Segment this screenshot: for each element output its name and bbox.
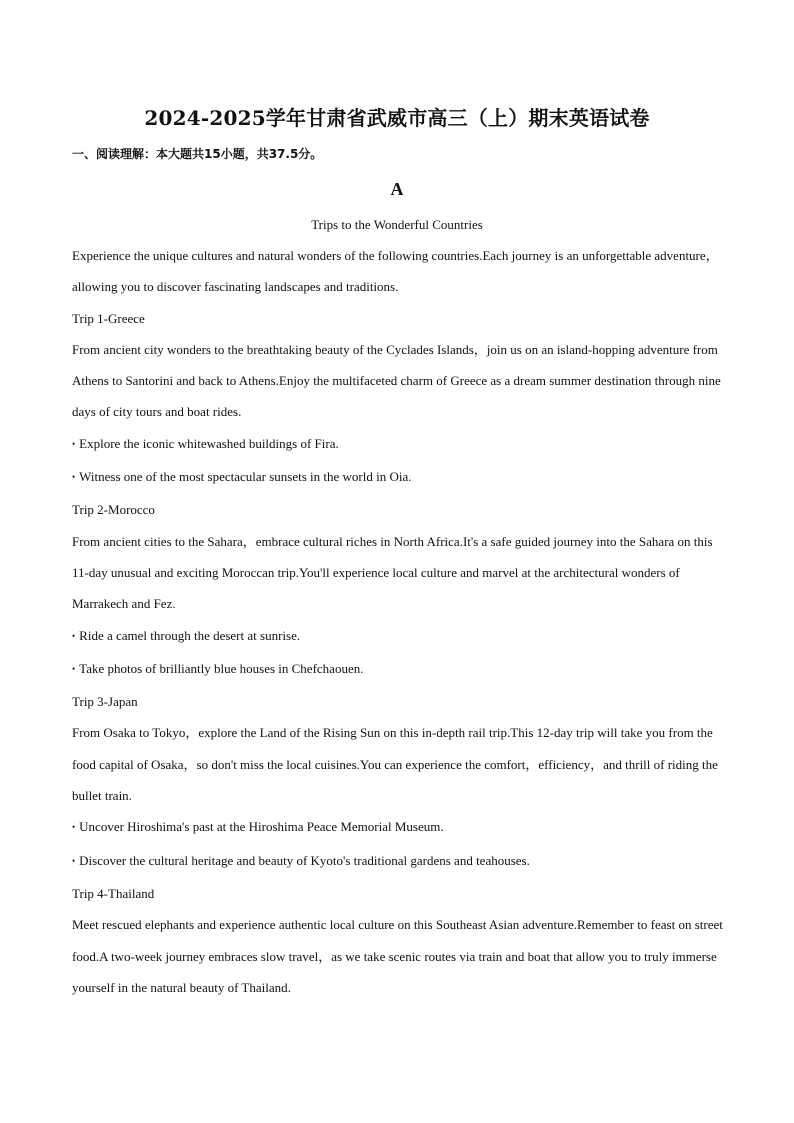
trip-4-heading: Trip 4-Thailand [72, 885, 155, 901]
trip-4-description: Meet rescued elephants and experience authentic local culture on this Southeast Asian adventure.Remember to feast on street food.A two-week journey embraces slow travel，as we take scenic routes via train and boat that allow you to truly immerse yourself in the natural beauty of Thailand. [72, 917, 723, 995]
trip-3-highlight-1: • Uncover Hiroshima's past at the Hiroshima Peace Memorial Museum. [72, 811, 732, 844]
section-heading: 一、阅读理解：本大题共15小题，共37.5分。 [72, 147, 323, 161]
trip-3-highlight-2: • Discover the cultural heritage and beauty of Kyoto's traditional gardens and teahouses. [72, 845, 732, 878]
intro-paragraph: Experience the unique cultures and natural wonders of the following countries.Each journey is an unforgettable adventure，allowing you to discover fascinating landscapes and traditions. [72, 248, 719, 295]
passage-title: Trips to the Wonderful Countries [311, 217, 483, 232]
exam-title: 2024-2025学年甘肃省武威市高三（上）期末英语试卷 [144, 106, 650, 130]
passage-label: A [390, 179, 404, 199]
trip-2-highlight-2: • Take photos of brilliantly blue houses in Chefchaouen. [72, 653, 732, 686]
trip-1-heading: Trip 1-Greece [72, 310, 145, 326]
trip-3-description: From Osaka to Tokyo，explore the Land of the Rising Sun on this in-depth rail trip.This 12-day trip will take you from the food capital of Osaka，so don't miss the local cuisines.You can experience the comfort，efficiency，and thrill of riding the bullet train. [72, 725, 718, 804]
trip-2-description: From ancient cities to the Sahara，embrace cultural riches in North Africa.It's a safe guided journey into the Sahara on this 11-day unusual and exciting Moroccan trip.You'll experience local culture and marvel at the architectural wonders of Marrakech and Fez. [72, 533, 713, 612]
passage-body [72, 240, 732, 1003]
trip-1-highlight-2: • Witness one of the most spectacular sunsets in the world in Oia. [72, 461, 732, 494]
trip-1-highlight-1: • Explore the iconic whitewashed buildings of Fira. [72, 428, 732, 461]
trip-1-description: From ancient city wonders to the breathtaking beauty of the Cyclades Islands，join us on an island-hopping adventure from Athens to Santorini and back to Athens.Enjoy the multifaceted charm of Greece as a dream summer destination through nine days of city tours and boat rides. [72, 341, 721, 420]
trip-3-heading: Trip 3-Japan [72, 694, 138, 710]
trip-2-highlight-1: • Ride a camel through the desert at sunrise. [72, 620, 732, 653]
trip-2-heading: Trip 2-Morocco [72, 502, 155, 518]
